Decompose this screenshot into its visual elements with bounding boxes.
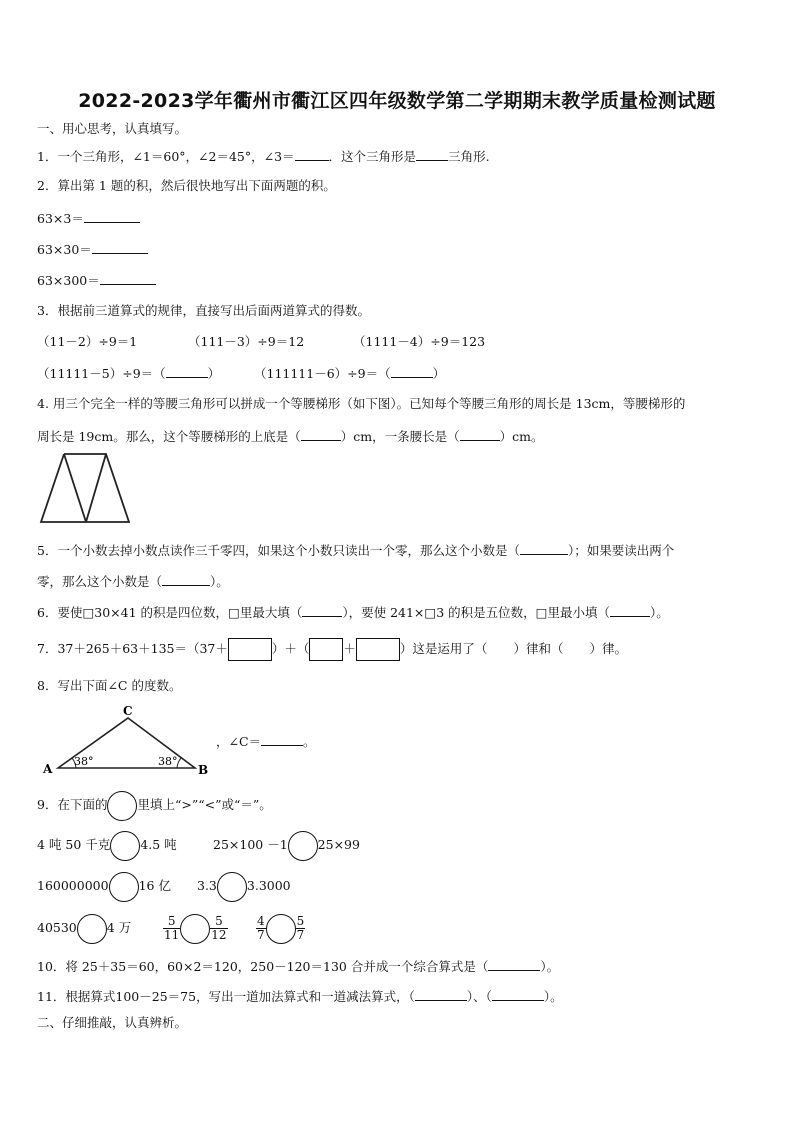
q8-answer-text: ，∠C＝: [216, 734, 262, 749]
q9-circle-sample: [107, 791, 137, 821]
question-6: [37, 604, 669, 621]
q9-r1-right-b: 25×99: [317, 837, 360, 852]
question-4-line-1: 4. 用三个完全一样的等腰三角形可以拼成一个等腰梯形（如下图）。已知每个等腰三角形的周长是 13cm，等腰梯形的: [37, 396, 686, 411]
q9-circle-1[interactable]: [110, 831, 140, 861]
q3-expr-5: [254, 365, 445, 382]
q5-text-a: 5．一个小数去掉小数点读作三千零四，如果这个小数只读出一个零，那么这个小数是（: [37, 543, 520, 558]
q2-blank-1[interactable]: [84, 210, 140, 223]
q2-line-3: [37, 272, 156, 289]
q3-expr-4: [37, 365, 220, 382]
q3-expr-3: （1111－4）÷9＝123: [353, 334, 486, 349]
fraction-5-7: [296, 915, 306, 942]
q4-text-a: 周长是 19cm。那么，这个等腰梯形的上底是（: [37, 429, 301, 444]
q9-circle-7[interactable]: [266, 914, 296, 944]
q4-blank-top-base[interactable]: [301, 428, 341, 441]
q10-text-a: 10．将 25＋35＝60，60×2＝120，250－120＝130 合并成一个综合算式是（: [37, 959, 489, 974]
q4-blank-leg[interactable]: [460, 428, 500, 441]
q9-row-3-left: [37, 913, 131, 944]
q7-box-1[interactable]: [228, 638, 272, 661]
q9-circle-6[interactable]: [180, 914, 210, 944]
q9-row-3-mid: [163, 911, 228, 945]
fraction-5-11: [163, 915, 180, 942]
fraction-numerator: 4: [257, 914, 265, 928]
vertex-label-a: A: [43, 762, 53, 776]
question-11: [37, 988, 563, 1005]
fraction-denominator: 12: [211, 928, 227, 942]
question-7: [37, 638, 627, 661]
q9-r3-left-a: 40530: [37, 920, 77, 935]
question-2: 2．算出第 1 题的积，然后很快地写出下面两题的积。: [37, 178, 336, 193]
q4-text-b: ）cm，一条腰长是（: [340, 429, 460, 444]
q8-answer-end: 。: [303, 734, 316, 749]
q2-blank-3[interactable]: [100, 272, 156, 285]
q9-r1-right-a: 25×100 －1: [213, 837, 288, 852]
q9-row-1-left: [37, 830, 177, 861]
q7-text-c: ＋: [343, 641, 356, 656]
question-8: 8．写出下面∠C 的度数。: [37, 678, 182, 693]
q9-r3-left-b: 4 万: [106, 920, 132, 935]
question-3: 3．根据前三道算式的规律，直接写出后面两道算式的得数。: [37, 303, 370, 318]
q9-r1-left-a: 4 吨 50 千克: [37, 837, 111, 852]
q5-blank-1[interactable]: [520, 542, 568, 555]
q2-expr-1: 63×3＝: [37, 211, 84, 226]
q3-expr-5-text: （111111－6）÷9＝（: [254, 366, 391, 381]
q2-expr-2: 63×30＝: [37, 242, 92, 257]
q4-text-c: ）cm。: [499, 429, 544, 444]
q3-expr-2: （111－3）÷9＝12: [188, 334, 305, 349]
q2-expr-3: 63×300＝: [37, 273, 100, 288]
q10-text-b: ）。: [540, 959, 560, 974]
q6-text-a: 6．要使□30×41 的积是四位数，□里最大填（: [37, 605, 303, 620]
vertex-label-c: C: [123, 704, 133, 718]
page-title: 2022-2023学年衢州市衢江区四年级数学第二学期期末教学质量检测试题: [78, 90, 716, 112]
q1-blank-type[interactable]: [416, 148, 448, 161]
q3-expr-4-close: ）: [207, 366, 221, 381]
q6-text-c: ）。: [649, 605, 669, 620]
q9-row-2-right: [197, 871, 291, 902]
fraction-4-7: [256, 915, 266, 942]
q9-row-1-right: [213, 830, 360, 861]
q7-box-3[interactable]: [356, 638, 400, 661]
fraction-numerator: 5: [163, 915, 180, 929]
q9-text-a: 9．在下面的: [37, 797, 108, 812]
fraction-numerator: 5: [210, 915, 227, 929]
q9-row-2-left: [37, 871, 171, 902]
trapezoid-figure: [38, 452, 134, 526]
q1-blank-angle3[interactable]: [295, 148, 329, 161]
q10-blank[interactable]: [488, 958, 540, 971]
q7-text-b: ）＋（: [271, 641, 310, 656]
q7-text-e: ）律和（: [513, 641, 564, 656]
q2-line-2: [37, 241, 148, 258]
q3-blank-2[interactable]: [391, 365, 433, 378]
q2-line-1: [37, 210, 140, 227]
q3-blank-1[interactable]: [166, 365, 208, 378]
triangle-figure: [40, 704, 220, 780]
question-1: [37, 148, 490, 165]
q1-text-a: 1．一个三角形，∠1＝60°，∠2＝45°，∠3＝: [37, 149, 295, 164]
q11-text-c: ）。: [543, 989, 563, 1004]
q1-text-c: 三角形.: [448, 149, 490, 164]
q3-expr-4-text: （11111－5）÷9＝（: [37, 366, 166, 381]
section-1-heading: 一、用心思考，认真填写。: [37, 121, 188, 136]
fraction-denominator: 7: [257, 928, 265, 942]
q8-blank[interactable]: [261, 733, 303, 746]
q3-expr-5-close: ）: [432, 366, 446, 381]
q9-circle-3[interactable]: [109, 872, 139, 902]
q2-blank-2[interactable]: [92, 241, 148, 254]
q9-r2-left-b: 16 亿: [138, 878, 171, 893]
question-9: [37, 790, 272, 821]
angle-b-label: 38°: [158, 755, 178, 768]
q7-text-d: ）这是运用了（: [399, 641, 488, 656]
vertex-label-b: B: [198, 763, 209, 777]
question-5-line-1: [37, 542, 674, 559]
q9-r2-left-a: 160000000: [37, 878, 109, 893]
question-10: [37, 958, 559, 975]
q9-r2-right-b: 3.3000: [246, 878, 291, 893]
q6-blank-1[interactable]: [302, 604, 342, 617]
q1-text-b: ．这个三角形是: [328, 149, 417, 164]
fraction-5-12: [210, 915, 227, 942]
fraction-numerator: 5: [296, 914, 305, 928]
q5-text-b: ）；如果要读出两个: [567, 543, 675, 558]
q8-answer: [216, 733, 316, 750]
q11-blank-2[interactable]: [492, 988, 544, 1001]
q9-r2-right-a: 3.3: [197, 878, 217, 893]
fraction-denominator: 11: [164, 928, 180, 942]
q9-circle-5[interactable]: [77, 914, 107, 944]
q9-circle-2[interactable]: [288, 831, 318, 861]
section-2-heading: 二、仔细推敲，认真辨析。: [37, 1015, 188, 1030]
angle-a-label: 38°: [74, 755, 94, 768]
q11-text-b: ）、（: [466, 989, 492, 1004]
q5-text-d: ）。: [210, 574, 229, 589]
q9-r1-left-b: 4.5 吨: [140, 837, 177, 852]
question-4-line-2: [37, 428, 543, 445]
q11-text-a: 11．根据算式100－25＝75，写出一道加法算式和一道减法算式，（: [37, 989, 415, 1004]
q3-expr-1: （11－2）÷9＝1: [37, 334, 138, 349]
q9-circle-4[interactable]: [217, 872, 247, 902]
q7-box-2[interactable]: [309, 638, 343, 661]
q7-text-f: ）律。: [589, 641, 627, 656]
q9-text-b: 里填上“>”“<”或“＝”。: [137, 797, 272, 812]
q5-blank-2[interactable]: [162, 573, 210, 586]
q6-text-b: ），要使 241×□3 的积是五位数，□里最小填（: [342, 605, 610, 620]
q6-blank-2[interactable]: [610, 604, 650, 617]
q9-row-3-right: [256, 911, 305, 945]
q5-text-c: 零，那么这个小数是（: [37, 574, 163, 589]
fraction-denominator: 7: [296, 928, 305, 942]
q11-blank-1[interactable]: [415, 988, 467, 1001]
question-5-line-2: [37, 573, 229, 590]
q7-text-a: 7．37＋265＋63＋135＝（37＋: [37, 641, 228, 656]
